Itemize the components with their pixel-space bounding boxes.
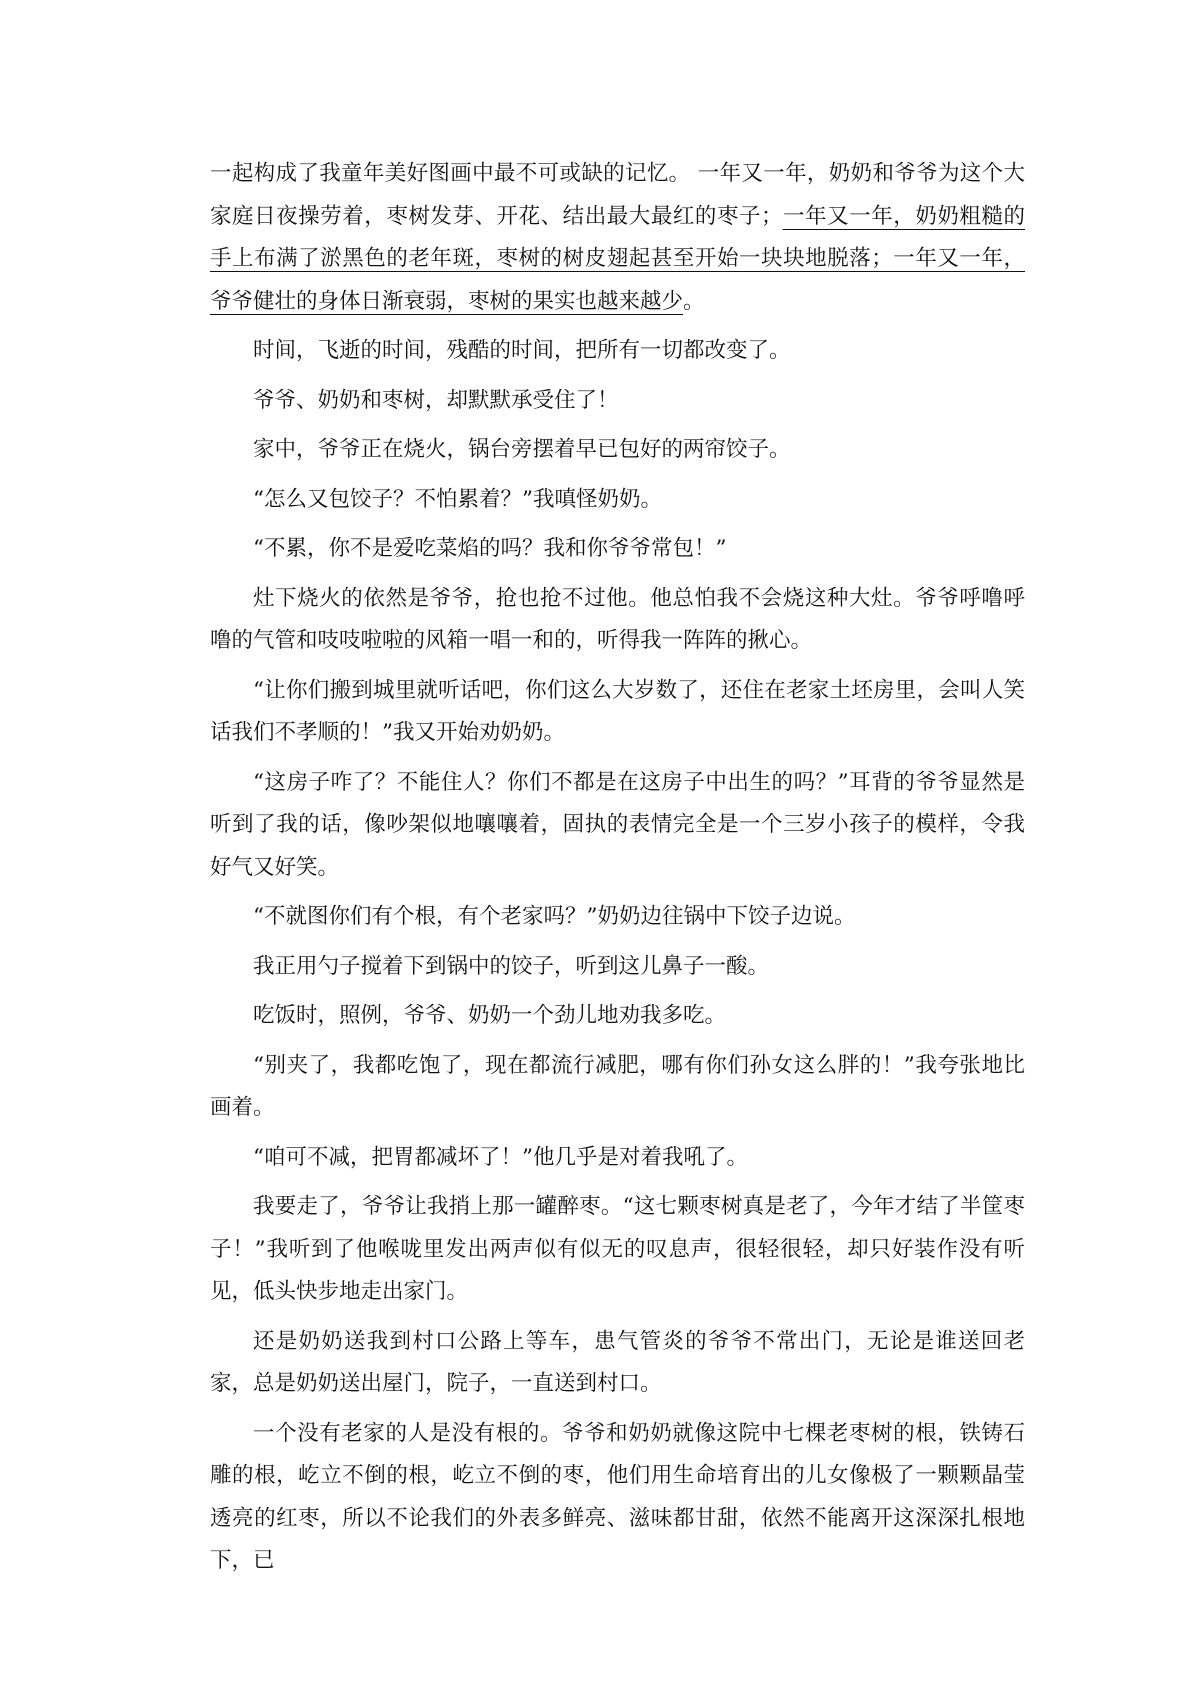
paragraph-1-end: 。 [683,288,705,314]
paragraph-1 [210,153,1025,323]
paragraph-13: “别夹了，我都吃饱了，现在都流行减肥，哪有你们孙女这么胖的！”我夸张地比画着。 [210,1052,1025,1120]
paragraph-7: 灶下烧火的依然是爷爷，抢也抢不过他。他总怕我不会烧这种大灶。爷爷呼噜呼噜的气管和吱吱啦啦的风箱一唱一和的，听得我一阵阵的揪心。 [210,585,1025,653]
paragraph-12: 吃饭时，照例，爷爷、奶奶一个劲儿地劝我多吃。 [253,1003,727,1028]
paragraph-9: “这房子咋了？不能住人？你们不都是在这房子中出生的吗？”耳背的爷爷显然是听到了我的话，像吵架似地嚷嚷着，固执的表情完全是一个三岁小孩子的模样，令我好气又好笑。 [210,769,1025,880]
underlined-passage: 一年又一年，奶奶粗糙的手上布满了淤黑色的老年斑，枣树的树皮翅起甚至开始一块块地脱落；一年又一年，爷爷健壮的身体日渐衰弱，枣树的果实也越来越少 [210,203,1025,314]
paragraph-15: 我要走了，爷爷让我捎上那一罐醉枣。“这七颗枣树真是老了，今年才结了半筐枣子！”我听到了他喉咙里发出两声似有似无的叹息声，很轻很轻，却只好装作没有听见，低头快步地走出家门。 [210,1194,1025,1304]
paragraph-1-text: 一起构成了我童年美好图画中最不可或缺的记忆。 一年又一年，奶奶和爷爷为这个大家庭日夜操劳着，枣树发芽、开花、结出最大最红的枣子； [210,161,1025,229]
paragraph-5: “怎么又包饺子？不怕累着？”我嗔怪奶奶。 [253,486,662,512]
paragraph-11: 我正用勺子搅着下到锅中的饺子，听到这儿鼻子一酸。 [253,953,770,979]
paragraph-8: “让你们搬到城里就听话吧，你们这么大岁数了，还住在老家土坯房里，会叫人笑话我们不孝顺的！”我又开始劝奶奶。 [210,677,1025,745]
paragraph-3: 爷爷、奶奶和枣树，却默默承受住了！ [253,387,619,413]
paragraph-16: 还是奶奶送我到村口公路上等车，患气管炎的爷爷不常出门，无论是谁送回老家，总是奶奶送出屋门，院子，一直送到村口。 [210,1328,1025,1396]
paragraph-2: 时间，飞逝的时间，残酷的时间，把所有一切都改变了。 [253,338,791,363]
paragraph-17: 一个没有老家的人是没有根的。爷爷和奶奶就像这院中七棵老枣树的根，铁铸石雕的根，屹立不倒的根，屹立不倒的枣，他们用生命培育出的儿女像极了一颗颗晶莹透亮的红枣，所以不论我们的外表多鲜亮、滋味都甘甜，依然不能离开这深深扎根地下，已 [210,1420,1025,1573]
paragraph-4: 家中，爷爷正在烧火，锅台旁摆着早已包好的两帘饺子。 [253,437,791,462]
paragraph-14: “咱可不减，把胃都减坏了！”他几乎是对着我吼了。 [253,1144,748,1170]
article-body [210,153,1025,1590]
paragraph-10: “不就图你们有个根，有个老家吗？”奶奶边往锅中下饺子边说。 [253,904,856,929]
paragraph-6: “不累，你不是爱吃菜焰的吗？我和你爷爷常包！” [253,536,727,561]
